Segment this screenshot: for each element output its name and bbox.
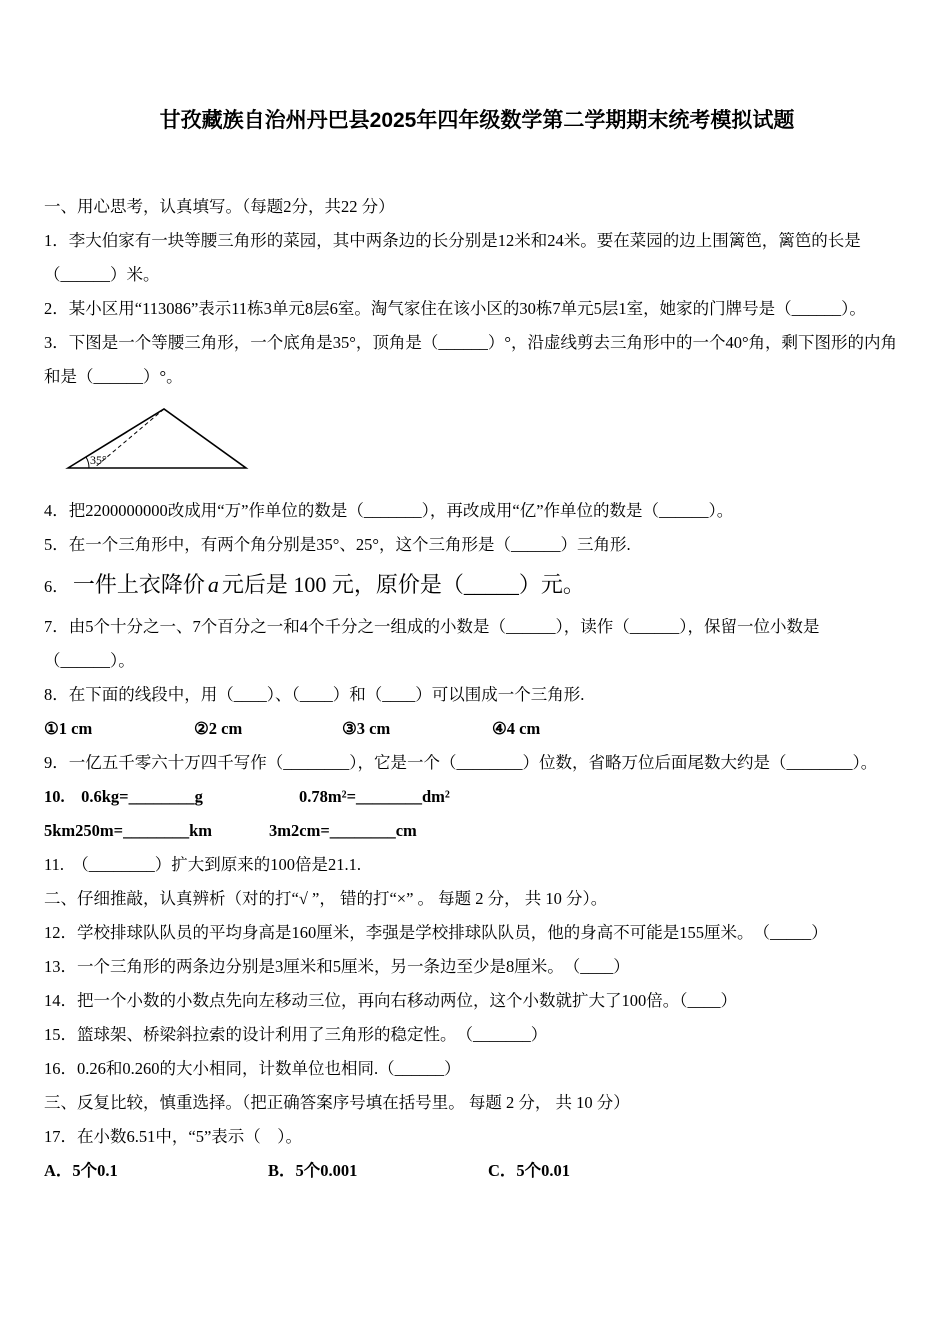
segment-option-4: ④4 cm xyxy=(492,719,541,738)
unit-conversion-m2-dm2: 0.78m²=________dm² xyxy=(299,787,450,806)
unit-conversion-kg-g: 10. 0.6kg=________g xyxy=(44,787,203,806)
segment-option-3: ③3 cm xyxy=(342,719,391,738)
question-9: 9．一亿五千零六十万四千写作（________），它是一个（________）位数，省略万位后面尾数大约是（________）。 xyxy=(44,753,878,772)
question-13: 13．一个三角形的两条边分别是3厘米和5厘米，另一条边至少是8厘米。 （____） xyxy=(44,957,630,976)
question-6 xyxy=(44,562,910,610)
question-1: 1．李大伯家有一块等腰三角形的菜园，其中两条边的长分别是12米和24米。要在菜园的边上围篱笆，篱笆的长是（______）米。 xyxy=(44,231,861,284)
question-6-number: 6． xyxy=(44,577,69,596)
angle-label: 35° xyxy=(90,453,107,467)
question-8-choices xyxy=(44,712,910,746)
choice-a: A．5个0.1 xyxy=(44,1161,118,1180)
unit-conversion-km-m: 5km250m=________km xyxy=(44,821,212,840)
question-7: 7．由5个十分之一、7个百分之一和4个千分之一组成的小数是（______），读作（______），保留一位小数是（______）。 xyxy=(44,617,820,670)
unit-conversion-m-cm: 3m2cm=________cm xyxy=(269,821,417,840)
choice-c: C．5个0.01 xyxy=(488,1161,571,1180)
triangle-figure xyxy=(64,402,910,478)
question-10-row-1 xyxy=(44,780,910,814)
question-6-text-pre: 一件上衣降价 xyxy=(72,572,205,597)
question-4: 4．把2200000000改成用“万”作单位的数是（_______），再改成用“亿”作单位的数是（______）。 xyxy=(44,501,734,520)
question-14: 14．把一个小数的小数点先向左移动三位，再向右移动两位，这个小数就扩大了100倍。（____） xyxy=(44,991,737,1010)
section-1-header: 一、用心思考，认真填写。（每题2分，共22 分） xyxy=(44,197,395,216)
question-2: 2．某小区用“113086”表示11栋3单元8层6室。淘气家住在该小区的30栋7单元5层1室，她家的门牌号是（______）。 xyxy=(44,299,866,318)
question-17-choices xyxy=(44,1154,910,1188)
section-2-header: 二、仔细推敲，认真辨析（对的打“√ ”， 错的打“×” 。 每题 2 分， 共 10 分）。 xyxy=(44,889,608,908)
question-12: 12．学校排球队队员的平均身高是160厘米，李强是学校排球队队员，他的身高不可能是155厘米。 （_____） xyxy=(44,923,828,942)
question-11: 11. （________）扩大到原来的100倍是21.1. xyxy=(44,855,362,874)
question-15: 15．篮球架、桥梁斜拉索的设计利用了三角形的稳定性。 （_______） xyxy=(44,1025,548,1044)
page-title: 甘孜藏族自治州丹巴县2025年四年级数学第二学期期末统考模拟试题 xyxy=(159,109,795,132)
question-5: 5．在一个三角形中，有两个角分别是35°、25°，这个三角形是（______）三角形. xyxy=(44,535,631,554)
question-3: 3．下图是一个等腰三角形，一个底角是35°，顶角是（______）°，沿虚线剪去三角形中的一个40°角，剩下图形的内角和是（______）°。 xyxy=(44,333,898,386)
question-10-row-2 xyxy=(44,814,910,848)
question-6-variable: a xyxy=(207,572,219,597)
segment-option-2: ②2 cm xyxy=(194,719,243,738)
question-6-text-post: 元后是 100 元，原价是（_____）元。 xyxy=(221,572,585,597)
segment-option-1: ①1 cm xyxy=(44,719,93,738)
question-8: 8．在下面的线段中，用（____）、（____）和（____）可以围成一个三角形. xyxy=(44,685,585,704)
choice-b: B．5个0.001 xyxy=(268,1161,358,1180)
question-17: 17．在小数6.51中，“5”表示（ ）。 xyxy=(44,1127,303,1146)
question-16: 16．0.26和0.260的大小相同，计数单位也相同.（______） xyxy=(44,1059,461,1078)
section-3-header: 三、反复比较，慎重选择。（把正确答案序号填在括号里。 每题 2 分， 共 10 分） xyxy=(44,1093,630,1112)
isosceles-triangle-drawing xyxy=(64,402,254,476)
